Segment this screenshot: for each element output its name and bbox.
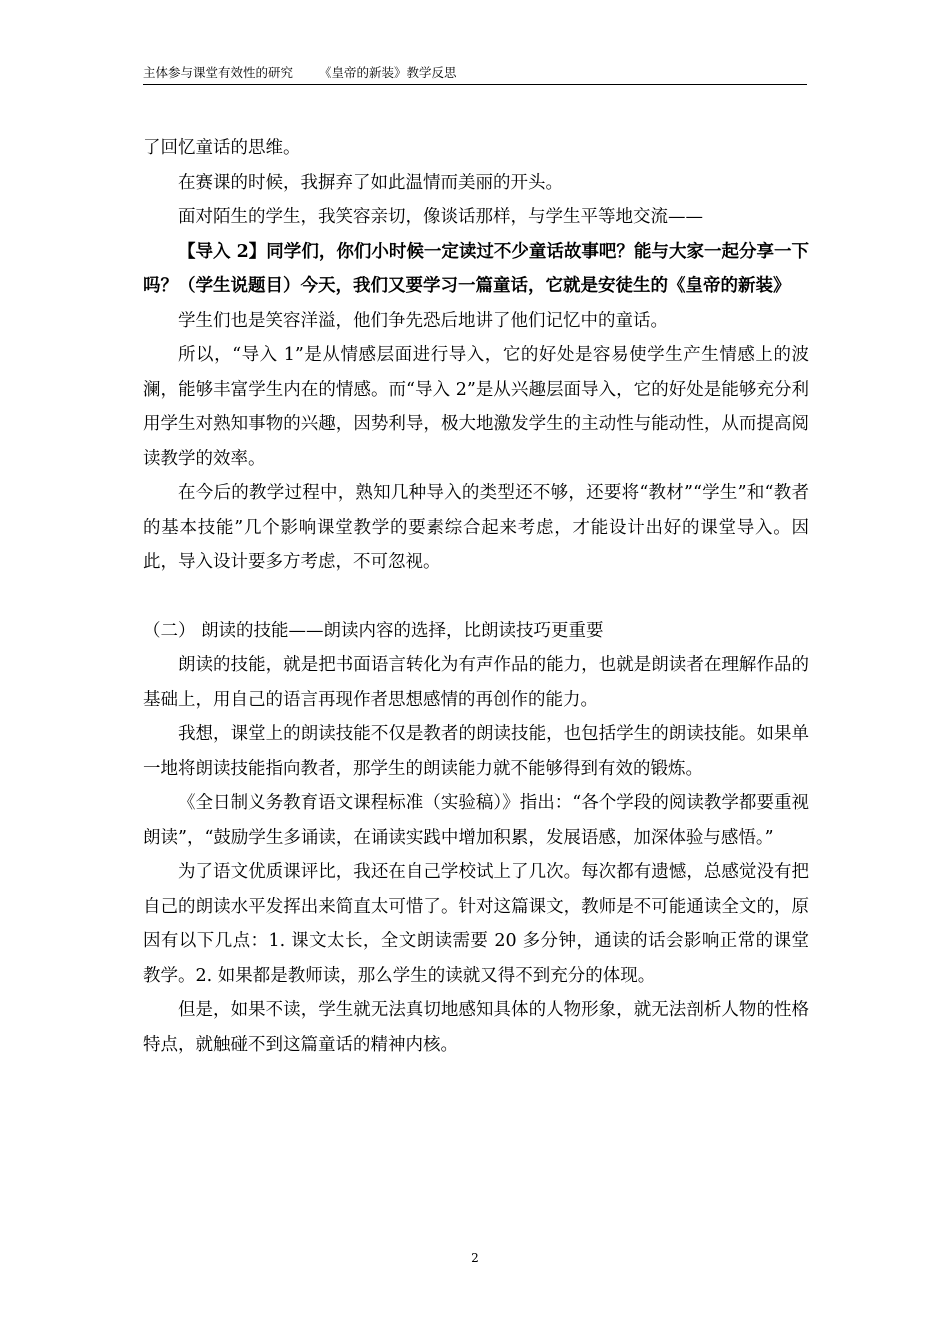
paragraph: 我想，课堂上的朗读技能不仅是教者的朗读技能，也包括学生的朗读技能。如果单一地将朗读技能指向教者，那学生的朗读能力就不能够得到有效的锻炼。: [143, 724, 809, 779]
paragraph: 朗读的技能，就是把书面语言转化为有声作品的能力，也就是朗读者在理解作品的基础上，用自己的语言再现作者思想感情的再创作的能力。: [143, 655, 809, 710]
paragraph: 但是，如果不读，学生就无法真切地感知具体的人物形象，就无法剖析人物的性格特点，就触碰不到这篇童话的精神内核。: [143, 1000, 809, 1055]
paragraph-intro-2-bold: 【导入 2】同学们，你们小时候一定读过不少童话故事吧？能与大家一起分享一下吗？（学生说题目）今天，我们又要学习一篇童话，它就是安徒生的《皇帝的新装》: [143, 241, 809, 296]
paragraph: 学生们也是笑容洋溢，他们争先恐后地讲了他们记忆中的童话。: [178, 310, 668, 331]
paragraph-quote: 《全日制义务教育语文课程标准（实验稿）》指出：“各个学段的阅读教学都要重视朗读”，“鼓励学生多诵读，在诵读实践中增加积累，发展语感，加深体验与感悟。”: [143, 793, 809, 848]
paragraph: 所以，“导入 1”是从情感层面进行导入，它的好处是容易使学生产生情感上的波澜，能够丰富学生内在的情感。而“导入 2”是从兴趣层面导入，它的好处是能够充分利用学生对熟知事物的兴趣，因势利导，极大地激发学生的主动性与能动性，从而提高阅读教学的效率。: [143, 345, 809, 469]
paragraph-continuation: 了回忆童话的思维。: [143, 138, 301, 158]
body-text: [143, 131, 809, 1062]
paragraph: 在今后的教学过程中，熟知几种导入的类型还不够，还要将“教材”“学生”和“教者的基本技能”几个影响课堂教学的要素综合起来考虑，才能设计出好的课堂导入。因此，导入设计要多方考虑，不可忽视。: [143, 483, 809, 572]
page-number: 2: [471, 1251, 479, 1265]
paragraph: 为了语文优质课评比，我还在自己学校试上了几次。每次都有遗憾，总感觉没有把自己的朗读水平发挥出来简直太可惜了。针对这篇课文，教师是不可能通读全文的，原因有以下几点：1. 课文太长，全文朗读需要 20 多分钟，通读的话会影响正常的课堂教学。2. 如果都是教师读，那么学生的读就又得不到充分的体现。: [143, 862, 809, 986]
paragraph: 面对陌生的学生，我笑容亲切，像谈话那样，与学生平等地交流——: [178, 207, 703, 227]
header-section-title: 《皇帝的新装》教学反思: [319, 65, 457, 80]
page-header: [143, 64, 807, 85]
paragraph: 在赛课的时候，我摒弃了如此温情而美丽的开头。: [178, 172, 563, 193]
header-document-title: 主体参与课堂有效性的研究: [143, 65, 294, 80]
section-heading: （二） 朗读的技能——朗读内容的选择，比朗读技巧更重要: [143, 620, 604, 641]
